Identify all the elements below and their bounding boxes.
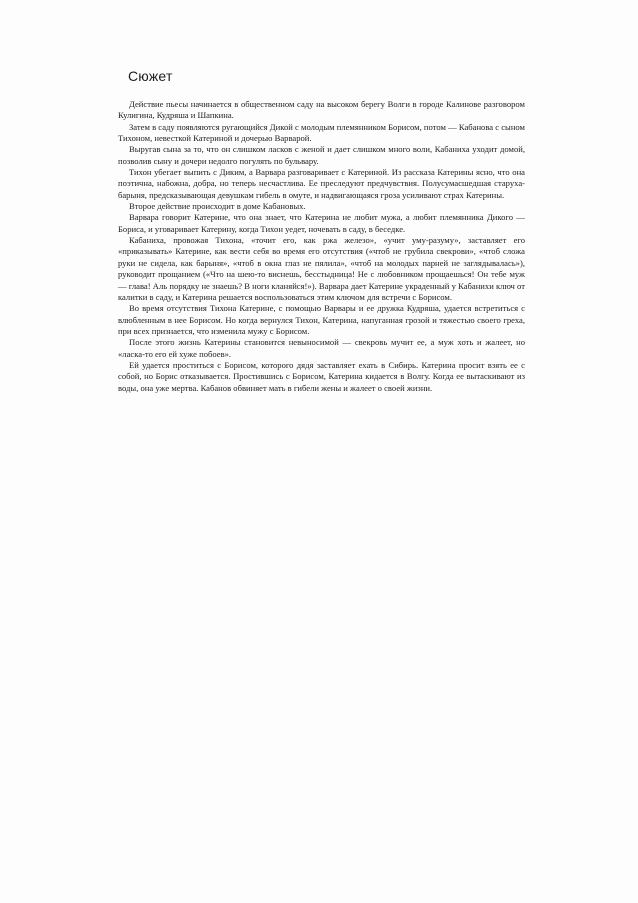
paragraph: Тихон убегает выпить с Диким, а Варвара разговаривает с Катериной. Из рассказа Катерины ясно, что она поэтична, набожна, добра, но теперь несчастлива. Ее преследуют предчувствия. Полусумасшедшая старуха-барыня, предсказывающая девушкам гибель в омуте, и надвигающаяся гроза усиливают страх Катерины. <box>118 167 525 200</box>
paragraph: Кабаниха, провожая Тихона, «точит его, как ржа железо», «учит уму-разуму», заставляет его «приказывать» Катерине, как вести себя во время его отсутствия («чтоб не грубила свекрови», «чтоб сложа руки не сидела, как барыня», «чтоб в окна глаз не пялила», «чтоб на молодых парней не заглядывалась»), руководит прощанием («Что на шею-то виснешь, бесстыдница! Не с любовником прощаешься! Он тебе муж — глава! Аль порядку не знаешь? В ноги кланяйся!»). Варвара дает Катерине украденный у Кабанихи ключ от калитки в саду, и Катерина решается воспользоваться этим ключом для встречи с Борисом. <box>118 235 525 302</box>
paragraph: Во время отсутствия Тихона Катерине, с помощью Варвары и ее дружка Кудряша, удается встретиться с влюбленным в нее Борисом. Но когда вернулся Тихон, Катерина, напуганная грозой и тяжестью своего греха, при всех признается, что изменила мужу с Борисом. <box>118 303 525 336</box>
paragraph: Ей удается проститься с Борисом, которого дядя заставляет ехать в Сибирь. Катерина просит взять ее с собой, но Борис отказывается. Простившись с Борисом, Катерина кидается в Волгу. Когда ее вытаскивают из воды, она уже мертва. Кабанов обвиняет мать в гибели жены и жалеет о своей жизни. <box>118 359 525 393</box>
paragraph: После этого жизнь Катерины становится невыносимой — свекровь мучит ее, а муж хоть и жалеет, но «ласка-то его ей хуже побоев». <box>118 337 525 359</box>
paragraph: Действие пьесы начинается в общественном саду на высоком берегу Волги в городе Калинове разговором Кулигина, Кудряша и Шапкина. <box>118 99 525 121</box>
paragraph: Варвара говорит Катерине, что она знает, что Катерина не любит мужа, а любит племянника Дикого — Бориса, и уговаривает Катерину, когда Тихон уедет, ночевать в саду, в беседке. <box>118 212 525 234</box>
paragraph: Затем в саду появляются ругающийся Дикой с молодым племянником Борисом, потом — Кабанова с сыном Тихоном, невесткой Катериной и дочерью Варварой. <box>118 121 525 144</box>
body-text <box>118 99 525 394</box>
paragraph: Второе действие происходит в доме Кабановых. <box>129 201 306 212</box>
paragraph: Выругав сына за то, что он слишком ласков с женой и дает слишком много воли, Кабаниха уходит домой, позволив сыну и дочери недолго погулять по бульвару. <box>118 144 525 166</box>
section-heading: Сюжет <box>128 68 173 84</box>
